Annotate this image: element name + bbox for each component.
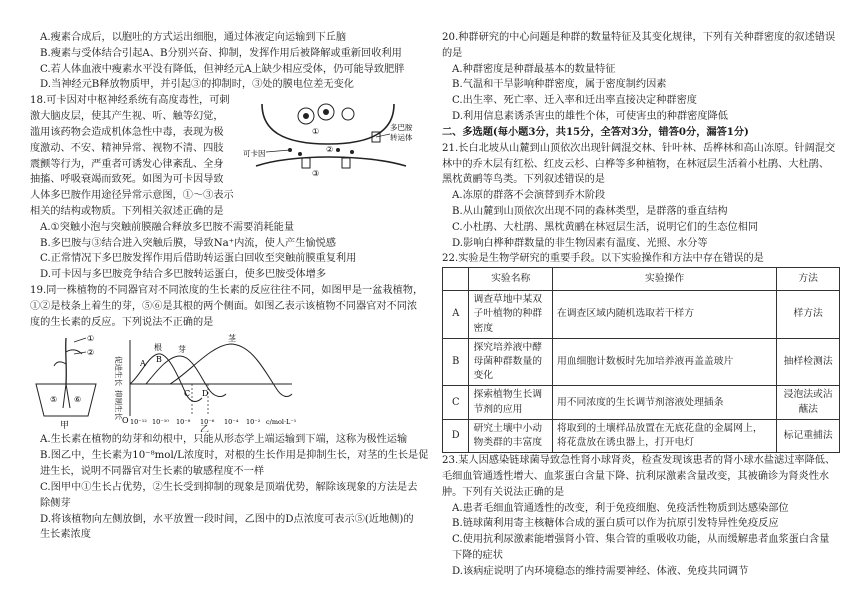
q23-option-b: B.链球菌利用寄主核糖体合成的蛋白质可以作为抗原引发特异性免疫反应 — [452, 518, 779, 530]
experiment-operation: 将取到的土壤样品放置在无底花盘的金属网上，将花盘放在诱虫器上，打开电灯 — [552, 419, 776, 452]
q23-stem-line: 23.某人因感染链球菌导致急性肾小球肾炎，检查发现该患者的肾小球水盐滤过率降低、 — [442, 455, 836, 467]
table-row — [443, 386, 840, 419]
q18-option-a: A.①突触小泡与突触前膜融合释放多巴胺不需要消耗能量 — [40, 221, 295, 233]
structure-label-3: ③ — [312, 169, 320, 178]
experiment-method: 样方法 — [777, 291, 840, 339]
q18-option-d: D.可卡因与多巴胺竞争结合多巴胺转运蛋白，使多巴胺受体增多 — [40, 269, 327, 281]
q20-stem-line: 的是 — [442, 47, 463, 59]
experiment-name: 探索植物生长调节剂的应用 — [469, 386, 552, 419]
experiment-method: 抽样检测法 — [777, 338, 840, 386]
curve-stem-label: 茎 — [228, 334, 236, 344]
q19-option-c-cont: 除侧芽 — [40, 497, 71, 509]
q22-stem: 22.实验是生物学研究的重要手段。以下实验操作和方法中存在错误的是 — [442, 253, 764, 265]
experiment-method: 浸泡法或沾蘸法 — [777, 386, 840, 419]
q23-option-a: A.患者毛细血管通透性的改变，利于免疫细胞、免疫活性物质到达感染部位 — [452, 502, 789, 514]
q18-option-c: C.正常情况下多巴胺发挥作用后借助转运蛋白回收至突触前膜重复利用 — [40, 253, 357, 265]
tick-label: 10⁻⁶ — [200, 418, 215, 427]
q18-stem-line: 滥用该药物会造成机体急性中毒，表现为极 — [30, 126, 224, 138]
q23-stem-line: 毛细血管通透性增大、血浆蛋白含量下降、抗利尿激素含量改变，其被确诊为肾炎性水 — [442, 471, 830, 483]
q21-option-b: B.从山麓到山顶依次出现不同的森林类型，是群落的垂直结构 — [452, 205, 728, 217]
q19-option-a: A.生长素在植物的幼芽和幼根中，只能从形态学上端运输到下端，这称为极性运输 — [40, 434, 408, 446]
row-key: D — [443, 419, 469, 452]
section-heading-multiple-choice: 二、多选题(每小题3分，共15分，全答对3分，错答0分，漏答1分) — [442, 125, 749, 138]
table-row — [443, 338, 840, 386]
table-header: 实验名称 — [469, 268, 552, 291]
table-row — [443, 419, 840, 452]
q21-stem-line: 林中的乔木层有红松、红皮云杉、白桦等多种植物，在林冠层生活着小杜鹃、大杜鹃、 — [442, 158, 830, 170]
q20-stem-line: 20.种群研究的中心问题是种群的数量特征及其变化规律，下列有关种群密度的叙述错误 — [442, 32, 836, 43]
tick-label: 10⁻¹⁰ — [152, 418, 169, 427]
q18-stem — [30, 93, 268, 204]
q18-stem-line: 18.可卡因对中枢神经系统有高度毒性，可刺 — [30, 95, 230, 107]
experiment-operation: 用不同浓度的生长调节剂溶液处理插条 — [552, 386, 776, 419]
axis-unit-label: c/mol·L⁻¹ — [266, 418, 297, 427]
q23-option-d: D.该病症说明了内环境稳态的维持需要神经、体液、免疫共同调节 — [452, 565, 749, 577]
q20-option-c: C.出生率、死亡率、迁入率和迁出率直接决定种群密度 — [452, 95, 697, 107]
axis-promote-label: 促进生长 — [114, 356, 123, 387]
q17-option-d: D.当神经元B释放物质甲，并引起③的抑制时，③处的膜电位差无变化 — [40, 79, 354, 91]
experiment-name: 研究土壤中小动物类群的丰富度 — [469, 419, 552, 452]
row-key: C — [443, 386, 469, 419]
auxin-figure — [30, 332, 330, 432]
q23-option-c-cont: 下降的症状 — [452, 550, 503, 562]
structure-label-1: ① — [312, 127, 320, 136]
synapse-figure — [242, 100, 414, 180]
q18-stem-line: 激大脑皮层，使其产生视、听、触等幻觉， — [30, 111, 224, 123]
q23-option-c: C.使用抗利尿激素能增强肾小管、集合管的重吸收功能，从而缓解患者血浆蛋白含量 — [452, 534, 830, 546]
q21-option-c: C.小杜鹃、大杜鹃、黑枕黄鹂在林冠层生活，说明它们的生态位相同 — [452, 221, 759, 233]
experiment-operation: 在调查区域内随机选取若干样方 — [552, 291, 776, 339]
q20-option-a: A.种群密度是种群最基本的数量特征 — [452, 63, 616, 75]
transporter-label-2: 转运体 — [390, 133, 413, 142]
table-header-row — [443, 268, 840, 291]
table-header: 方法 — [777, 268, 840, 291]
plant-label-6: ⑥ — [74, 395, 82, 405]
axis-inhibit-label: 抑制生长 — [114, 390, 123, 421]
plant-label-5: ⑤ — [50, 395, 58, 405]
q19-stem-line: 19.同一株植物的不同器官对不同浓度的生长素的反应往往不同，如图甲是一盆栽植物， — [30, 285, 424, 296]
potted-plant-figure — [36, 334, 96, 431]
q18-stem-line: 震颤等行为，严重者可诱发心律紊乱、全身 — [30, 158, 224, 170]
tick-label: 10⁻² — [246, 418, 261, 427]
table-row — [443, 291, 840, 339]
origin-label: O — [122, 416, 129, 426]
point-a-label: A — [140, 359, 146, 369]
q19-option-d-cont: 生长素浓度 — [40, 529, 91, 541]
q18-stem-line: 人体多巴胺作用途径异常示意图，①～③表示 — [30, 190, 234, 202]
q19-stem-line: ①②是枝条上着生的芽，⑤⑥是其根的两个侧面。如图乙表示该植物不同器官对不同浓 — [30, 300, 418, 312]
point-c-label: C — [184, 389, 191, 399]
q19-option-b-cont: 进生长，说明不同器官对生长素的敏感程度不一样 — [40, 466, 265, 478]
q19-option-d: D.将该植物向左侧放倒，水平放置一段时间，乙图中的D点浓度可表示⑤(近地侧)的 — [40, 513, 414, 525]
plant-label-2: ② — [87, 348, 95, 358]
q18-stem-line: 抽搐、呼吸衰竭而致死。如图为可卡因导致 — [30, 174, 224, 186]
table-header — [443, 268, 469, 291]
q17-option-c: C.若人体血液中瘦素水平没有降低，但神经元A上缺少相应受体，仍可能导致肥胖 — [40, 63, 405, 75]
figure-jia-label: 甲 — [60, 421, 70, 432]
q18-stem-line: 度激动、不安、精神异常、视物不清、四肢 — [30, 142, 224, 154]
experiment-name: 调查草地中某双子叶植物的种群密度 — [469, 291, 552, 339]
curve-root-label: 根 — [154, 343, 162, 353]
q21-stem-line: 21.长白北坡从山麓到山顶依次出现针阔混交林、针叶林、岳桦林和高山冻原。针阔混交 — [442, 142, 836, 154]
q20-option-d: D.利用信息素诱杀害虫的雄性个体，可使害虫的种群密度降低 — [452, 111, 728, 123]
row-key: A — [443, 291, 469, 339]
q21-option-d: D.影响白桦种群数量的非生物因素有温度、光照、水分等 — [452, 237, 708, 249]
experiment-table — [442, 267, 840, 453]
plant-label-1: ① — [87, 334, 95, 344]
point-b-label: B — [156, 355, 162, 365]
tick-label: 10⁻⁸ — [176, 418, 191, 427]
q17-option-b: B.瘦素与受体结合引起A、B分别兴奋、抑制，发挥作用后被降解或重新回收利用 — [40, 47, 402, 59]
q17-option-a: A.瘦素合成后，以胞吐的方式运出细胞，通过体液定向运输到下丘脑 — [40, 32, 347, 43]
point-d-label: D — [202, 389, 209, 399]
tick-label: 10⁻¹² — [130, 418, 147, 427]
row-key: B — [443, 338, 469, 386]
experiment-name: 探究培养液中酵母菌种群数量的变化 — [469, 338, 552, 386]
q23-stem-line: 肿。下列有关说法正确的是 — [442, 486, 565, 498]
curve-bud-label: 芽 — [178, 345, 186, 355]
q19-option-c: C.图甲中①生长占优势，②生长受到抑制的现象是顶端优势，解除该现象的方法是去 — [40, 481, 418, 493]
q18-option-b: B.多巴胺与③结合进入突触后膜，导致Na⁺内流，使人产生愉悦感 — [40, 237, 336, 249]
q19-stem-line: 度的生长素的反应。下列说法不正确的是 — [30, 316, 214, 328]
q18-stem-tail: 相关的结构或物质。下列相关叙述正确的是 — [30, 205, 224, 217]
auxin-response-graph — [114, 333, 297, 432]
experiment-method: 标记重捕法 — [777, 419, 840, 452]
q19-option-b: B.图乙中，生长素为10⁻⁸mol/L浓度时，对根的生长作用是抑制生长，对茎的生长是促 — [40, 450, 428, 462]
tick-label: 10⁻⁴ — [224, 418, 239, 427]
figure-yi-label: 乙 — [200, 425, 210, 433]
experiment-operation: 用血细胞计数板时先加培养液再盖盖玻片 — [552, 338, 776, 386]
cocaine-label: 可卡因 — [243, 149, 266, 158]
q21-stem-line: 黑枕黄鹂等鸟类。下列叙述错误的是 — [442, 174, 605, 186]
structure-label-2: ② — [326, 145, 334, 154]
q21-option-a: A.冻原的群落不会演替到乔木阶段 — [452, 190, 606, 202]
q20-option-b: B.气温和干旱影响种群密度，属于密度制约因素 — [452, 79, 667, 91]
transporter-label: 多巴胺 — [390, 123, 413, 132]
table-header: 实验操作 — [552, 268, 776, 291]
right-column — [442, 30, 842, 580]
